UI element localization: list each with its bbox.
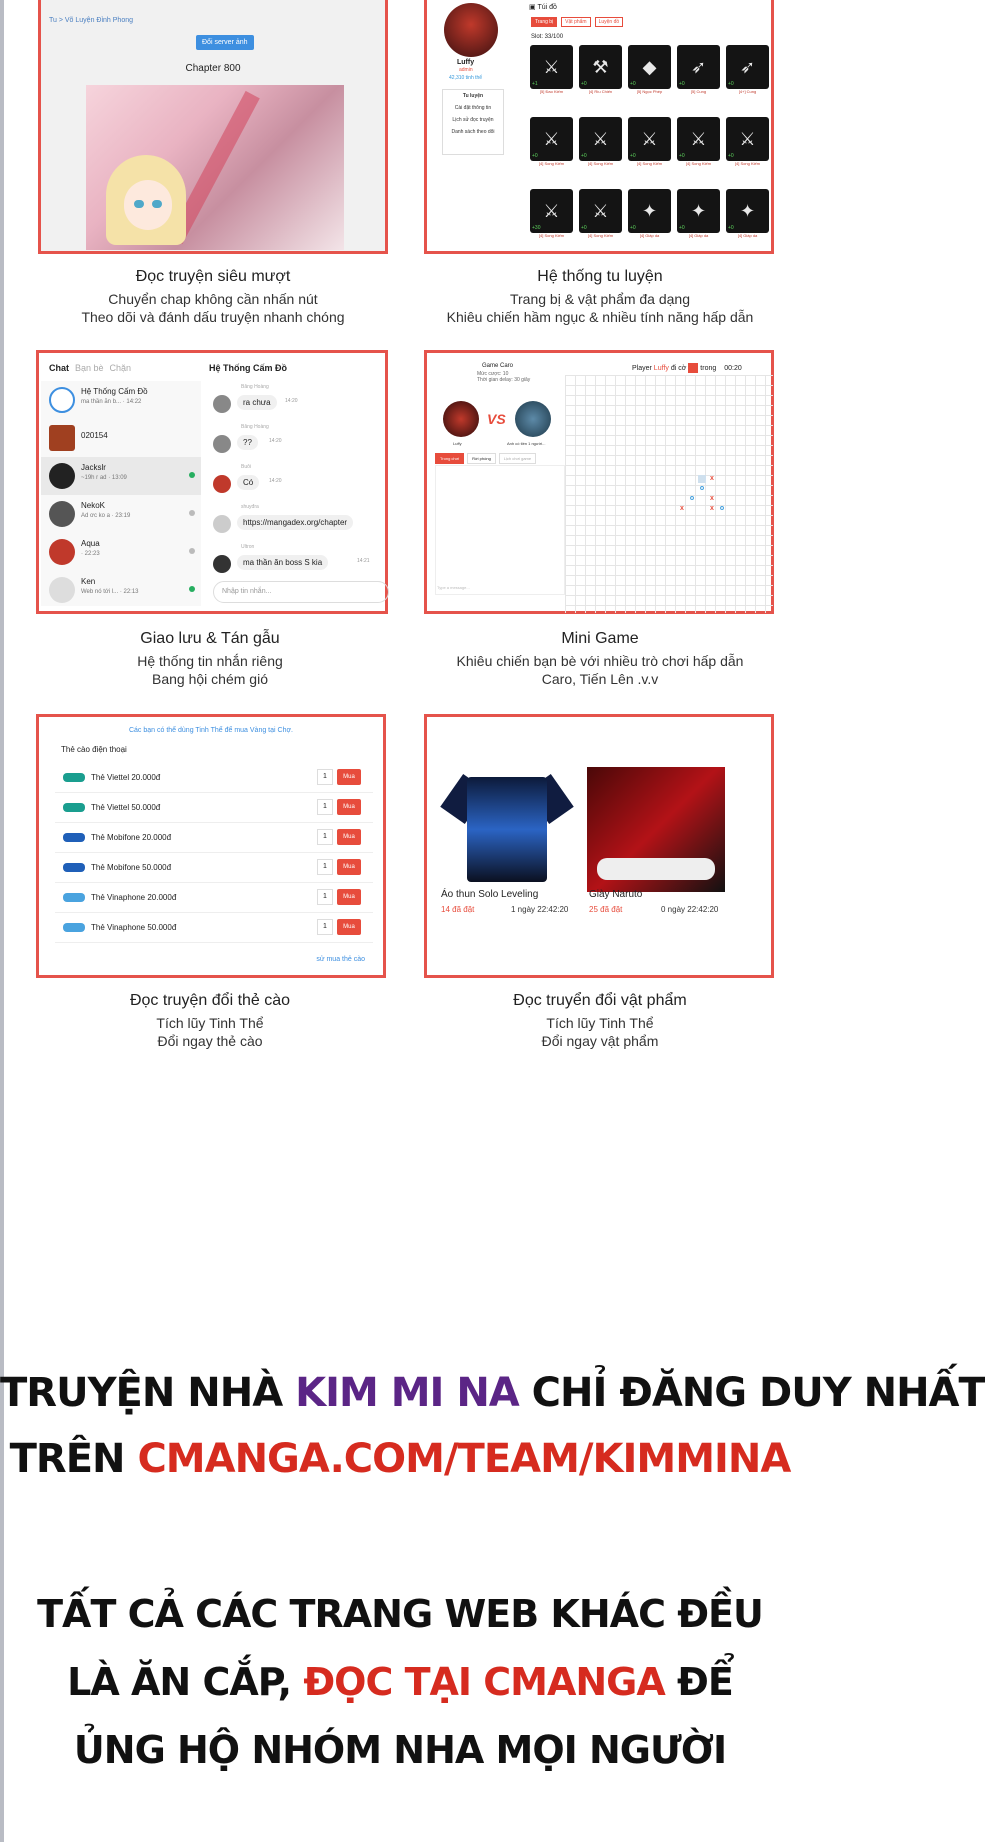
- banner-text: CHỈ ĐĂNG DUY NHẤT: [518, 1370, 985, 1416]
- item-glyph: ⚔: [739, 128, 756, 149]
- tab-equipment[interactable]: Trang bị: [531, 17, 557, 27]
- thread-preview: ma thần ăn b... · 14:22: [81, 399, 142, 405]
- item-name: [5] Đao Kiếm: [539, 89, 564, 94]
- avatar: [213, 555, 231, 573]
- card-name: Thẻ Vinaphone 50.000đ: [91, 923, 177, 932]
- minigame-preview-card: [424, 350, 774, 614]
- message-link[interactable]: https://mangadex.org/chapter: [237, 515, 353, 530]
- crystal-count: 42,310 tinh thể: [449, 75, 483, 81]
- message-sender: Buôi: [241, 464, 252, 470]
- card-row: [55, 913, 373, 943]
- player2-avatar: [515, 401, 551, 437]
- feature-title: Đọc truyển đổi vật phẩm: [513, 992, 687, 1009]
- quantity-field[interactable]: 1: [317, 829, 333, 845]
- item-glyph: ⚔: [543, 200, 560, 221]
- buy-button[interactable]: Mua: [337, 919, 361, 935]
- offline-dot: [189, 510, 195, 516]
- tab-items[interactable]: Vật phẩm: [561, 17, 590, 27]
- avatar: [213, 435, 231, 453]
- banner-line: [0, 1370, 985, 1416]
- feature-line: Khiêu chiến bạn bè với nhiều trò chơi hấp dẫn: [456, 653, 744, 669]
- thread-list: [41, 381, 201, 606]
- item-name: [5] Cung: [690, 89, 707, 94]
- feature-title: Giao lưu & Tán gẫu: [140, 630, 280, 647]
- manga-page-image: [86, 85, 344, 250]
- item-name: [4] Giáp da: [737, 233, 758, 238]
- countdown: 1 ngày 22:42:20: [511, 905, 569, 914]
- message-input[interactable]: Nhập tin nhắn...: [213, 581, 389, 603]
- feature-title: Đọc truyện đổi thẻ cào: [129, 992, 291, 1009]
- item-name: [4+] Cung: [738, 89, 757, 94]
- item-glyph: ➶: [690, 56, 707, 77]
- card-shop-preview-card: [36, 714, 386, 978]
- buy-button[interactable]: Mua: [337, 829, 361, 845]
- message-list: [207, 381, 387, 581]
- avatar: [213, 515, 231, 533]
- item-glyph: ⚔: [543, 56, 560, 77]
- thread-name: Jackslr: [81, 463, 106, 472]
- menu-item-follows[interactable]: Danh sách theo dõi: [451, 129, 495, 135]
- item-icon: [530, 189, 573, 233]
- change-server-button[interactable]: Đổi server ảnh: [196, 35, 254, 50]
- item-icon: [530, 117, 573, 161]
- mobifone-logo: [63, 833, 85, 842]
- feature-caption: [20, 630, 400, 688]
- viettel-logo: [63, 773, 85, 782]
- item-slot[interactable]: [677, 189, 720, 257]
- item-glyph: ⚒: [592, 56, 609, 77]
- feature-line: Khiêu chiến hầm ngục & nhiều tính năng hấp dẫn: [446, 309, 754, 325]
- menu-item-settings[interactable]: Cài đặt thông tin: [454, 105, 492, 111]
- shop-notice: Các bạn có thể dùng Tinh Thể để mua Vàng tại Chợ.: [128, 727, 293, 734]
- online-dot: [189, 586, 195, 592]
- message: [207, 501, 387, 541]
- buy-button[interactable]: Mua: [337, 799, 361, 815]
- chapter-title: Chapter 800: [185, 63, 241, 74]
- item-name: [5] Ngọc Phép: [636, 89, 663, 94]
- item-name: [4] Rìu Chiến: [588, 89, 613, 94]
- item-grid: [530, 45, 769, 257]
- item-icon: [628, 117, 671, 161]
- avatar: [49, 425, 75, 451]
- message: [207, 421, 387, 461]
- item-name: [4] Giáp da: [639, 233, 660, 238]
- thread-preview: Ad ơc ko a · 23:19: [81, 513, 131, 519]
- feature-caption: [20, 992, 400, 1050]
- item-level: +1: [532, 81, 538, 87]
- message-time: 14:20: [269, 478, 282, 484]
- product-name[interactable]: Áo thun Solo Leveling: [441, 889, 539, 900]
- feature-title: Hệ thống tu luyện: [537, 268, 663, 285]
- feature-line: Bang hội chém gió: [152, 671, 268, 687]
- item-level: +0: [630, 81, 636, 87]
- message-time: 14:21: [357, 558, 370, 564]
- thread-preview: Web nó tới l... · 22:13: [81, 589, 139, 595]
- o-mark: o: [689, 495, 695, 502]
- thread-name: Aqua: [81, 539, 100, 548]
- item-icon: [726, 189, 769, 233]
- item-level: +0: [581, 153, 587, 159]
- avatar[interactable]: [444, 3, 498, 57]
- item-icon: [628, 45, 671, 89]
- thread-row[interactable]: [41, 495, 201, 533]
- feature-caption: [410, 630, 790, 688]
- item-glyph: ⚔: [641, 128, 658, 149]
- feature-line: Caro, Tiến Lên .v.v: [541, 671, 659, 687]
- countdown: 0 ngày 22:42:20: [661, 905, 719, 914]
- section-label: Thẻ cào điện thoại: [61, 745, 127, 754]
- feature-title: Mini Game: [561, 630, 639, 647]
- viettel-logo: [63, 803, 85, 812]
- thread-row[interactable]: [41, 457, 201, 495]
- feature-line: Trang bị & vật phẩm đa dạng: [509, 291, 691, 307]
- purchase-history-link[interactable]: sử mua thẻ cào: [316, 956, 365, 963]
- chat-tabs: [49, 363, 131, 373]
- quantity-field[interactable]: 1: [317, 769, 333, 785]
- banner-line: [0, 1436, 800, 1482]
- item-slot[interactable]: [628, 189, 671, 257]
- message-sender: Ultron: [241, 544, 255, 550]
- quantity-field[interactable]: 1: [317, 889, 333, 905]
- item-glyph: ➶: [739, 56, 756, 77]
- game-buttons: [435, 453, 536, 464]
- feature-line: Hệ thống tin nhắn riêng: [137, 653, 283, 669]
- thread-name: Hệ Thống Cấm Đồ: [81, 387, 148, 396]
- profile-menu: [442, 89, 504, 155]
- item-level: +0: [679, 225, 685, 231]
- item-name: [4] Song Kiếm: [734, 161, 761, 166]
- turn-timer: 00:20: [724, 364, 742, 372]
- caro-board[interactable]: [565, 375, 773, 613]
- turn-label: đi cờ: [670, 364, 687, 372]
- message-time: 14:20: [269, 438, 282, 444]
- feature-line: Đổi ngay thẻ cào: [157, 1033, 263, 1049]
- item-icon: [579, 45, 622, 89]
- item-level: +0: [728, 81, 734, 87]
- item-level: +0: [679, 81, 685, 87]
- message-sender: Băng Hoàng: [241, 384, 269, 390]
- item-name: [4] Song Kiếm: [587, 161, 614, 166]
- item-name: [4] Song Kiếm: [685, 161, 712, 166]
- item-icon: [677, 117, 720, 161]
- avatar: [49, 463, 75, 489]
- item-name: [4] Song Kiếm: [538, 161, 565, 166]
- left-edge-bar: [0, 0, 4, 1842]
- buy-button[interactable]: Mua: [337, 859, 361, 875]
- item-slot[interactable]: [579, 117, 622, 185]
- message-bubble: ma thần ăn boss S kia: [237, 555, 328, 570]
- avatar: [49, 539, 75, 565]
- art-face: [124, 180, 172, 230]
- game-chat-box: [435, 465, 565, 595]
- shirt-body: [467, 777, 547, 882]
- cultivation-preview-card: [424, 0, 774, 254]
- banner-line: [0, 1592, 800, 1636]
- avatar: [49, 387, 75, 413]
- quantity-field[interactable]: 1: [317, 859, 333, 875]
- game-bet: [477, 371, 530, 383]
- feature-caption: [23, 268, 403, 326]
- role-label: admin: [459, 67, 473, 73]
- item-glyph: ⚔: [592, 200, 609, 221]
- card-row: [55, 883, 373, 913]
- breadcrumb[interactable]: Tu > Võ Luyện Đỉnh Phong: [49, 17, 133, 24]
- art-eye: [152, 200, 162, 208]
- message: [207, 541, 387, 581]
- game-history-button[interactable]: Lịch chơi game: [499, 453, 536, 464]
- tab-chat[interactable]: Chat: [49, 363, 69, 373]
- player-name: Luffy: [653, 364, 669, 372]
- item-glyph: ✦: [739, 200, 756, 221]
- item-slot[interactable]: [677, 117, 720, 185]
- turn-marker: [688, 363, 698, 373]
- art-eye: [134, 200, 144, 208]
- item-icon: [726, 117, 769, 161]
- thread-row[interactable]: [41, 381, 201, 419]
- thread-row[interactable]: [41, 533, 201, 571]
- card-row: [55, 823, 373, 853]
- banner-line: [0, 1660, 800, 1704]
- in-label: trong: [700, 364, 717, 372]
- game-title: Game Caro: [482, 363, 514, 369]
- quantity-field[interactable]: 1: [317, 919, 333, 935]
- item-glyph: ✦: [690, 200, 707, 221]
- card-name: Thẻ Viettel 20.000đ: [91, 773, 161, 782]
- team-name: KIM MI NA: [295, 1370, 519, 1416]
- avatar: [213, 395, 231, 413]
- tab-forge[interactable]: Luyện đồ: [595, 17, 624, 27]
- message-bubble: ??: [237, 435, 258, 450]
- chat-preview-card: [36, 350, 388, 614]
- item-glyph: ⚔: [592, 128, 609, 149]
- player-label: Player: [632, 364, 652, 372]
- card-name: Thẻ Mobifone 50.000đ: [91, 863, 172, 872]
- item-level: +0: [630, 225, 636, 231]
- site-url: CMANGA.COM/TEAM/KIMMINA: [137, 1436, 791, 1482]
- thread-name: NekoK: [81, 501, 106, 510]
- thread-preview: · 22:23: [81, 551, 100, 557]
- play-button[interactable]: Trong chơi: [435, 453, 464, 464]
- tab-friends[interactable]: Bạn bè: [75, 363, 104, 373]
- card-name: Thẻ Viettel 50.000đ: [91, 803, 161, 812]
- tshirt-product-image[interactable]: [447, 767, 567, 882]
- item-level: +30: [532, 225, 541, 231]
- thread-preview: ~19h r ad · 13:09: [81, 475, 127, 481]
- chat-room-title: Hệ Thống Cấm Đồ: [209, 363, 287, 373]
- item-slot[interactable]: [628, 117, 671, 185]
- item-slot[interactable]: [677, 45, 720, 113]
- game-delay-text: Thời gian delay: 30 giây: [477, 377, 531, 383]
- card-list: [55, 763, 373, 943]
- vinaphone-logo: [63, 893, 85, 902]
- player2-name: Anh có tiền 1 người...: [507, 441, 546, 446]
- o-mark: o: [719, 505, 725, 512]
- product-name[interactable]: Giày Naruto: [589, 889, 643, 900]
- item-level: +0: [581, 81, 587, 87]
- feature-title: Đọc truyện siêu mượt: [135, 268, 291, 285]
- item-slot[interactable]: [579, 45, 622, 113]
- reader-preview-card: [38, 0, 388, 254]
- avatar: [213, 475, 231, 493]
- item-name: [4] Giáp da: [688, 233, 709, 238]
- mobifone-logo: [63, 863, 85, 872]
- item-slot[interactable]: [530, 189, 573, 257]
- feature-line: Tích lũy Tinh Thể: [546, 1015, 654, 1031]
- banner-text: ỦNG HỘ NHÓM NHA MỌI NGƯỜI: [73, 1728, 727, 1772]
- tab-block[interactable]: Chặn: [109, 363, 132, 373]
- player1-avatar: [443, 401, 479, 437]
- card-name: Thẻ Vinaphone 20.000đ: [91, 893, 177, 902]
- menu-item-history[interactable]: Lịch sử đọc truyện: [452, 117, 494, 123]
- card-name: Thẻ Mobifone 20.000đ: [91, 833, 172, 842]
- turn-indicator: [632, 363, 742, 373]
- banner-highlight: ĐỌC TẠI CMANGA: [303, 1660, 665, 1704]
- item-slot[interactable]: [579, 189, 622, 257]
- item-glyph: ⚔: [690, 128, 707, 149]
- banner-text: TẤT CẢ CÁC TRANG WEB KHÁC ĐỀU: [37, 1592, 763, 1636]
- game-chat-input[interactable]: Type a message...: [437, 585, 470, 590]
- thread-row[interactable]: [41, 419, 201, 457]
- slot-count: Slot: 33/100: [531, 34, 564, 40]
- item-shop-preview-card: [424, 714, 774, 978]
- x-mark: x: [710, 495, 714, 502]
- item-icon: [530, 45, 573, 89]
- buy-button[interactable]: Mua: [337, 889, 361, 905]
- item-name: [4] Song Kiếm: [636, 161, 663, 166]
- thread-name: 020154: [81, 431, 108, 440]
- item-glyph: ⚔: [543, 128, 560, 149]
- x-mark: x: [680, 505, 684, 512]
- bag-title: ▣ Túi đồ: [529, 4, 557, 11]
- item-icon: [726, 45, 769, 89]
- offline-dot: [189, 548, 195, 554]
- feature-caption: [410, 268, 790, 326]
- order-count: 14 đã đặt: [441, 905, 475, 914]
- feature-line: Chuyển chap không cần nhấn nút: [108, 291, 318, 307]
- vs-label: VS: [487, 411, 506, 427]
- card-row: [55, 763, 373, 793]
- leave-room-button[interactable]: Rời phòng: [467, 453, 496, 464]
- item-slot[interactable]: [726, 189, 769, 257]
- bag-title-text: Túi đồ: [537, 4, 557, 11]
- o-mark: o: [699, 485, 705, 492]
- menu-item-cultivate[interactable]: Tu luyện: [462, 93, 484, 99]
- banner-text: TRUYỆN NHÀ: [0, 1370, 296, 1416]
- message-bubble: ra chưa: [237, 395, 277, 410]
- item-slot[interactable]: [726, 45, 769, 113]
- item-icon: [579, 117, 622, 161]
- shoe-sole: [597, 858, 715, 880]
- thread-row[interactable]: [41, 571, 201, 609]
- order-count: 25 đã đặt: [589, 905, 623, 914]
- feature-line: Theo dõi và đánh dấu truyện nhanh chóng: [81, 309, 345, 325]
- item-glyph: ✦: [641, 200, 658, 221]
- card-row: [55, 853, 373, 883]
- quantity-field[interactable]: 1: [317, 799, 333, 815]
- banner-text: ĐỂ: [664, 1660, 733, 1704]
- banner-text: TRÊN: [9, 1436, 138, 1482]
- item-level: +0: [728, 225, 734, 231]
- avatar: [49, 501, 75, 527]
- vinaphone-logo: [63, 923, 85, 932]
- shoe-product-image[interactable]: [587, 767, 725, 892]
- item-icon: [677, 45, 720, 89]
- card-row: [55, 793, 373, 823]
- game-bet-text: Mức cược: 10: [477, 371, 509, 377]
- item-icon: [579, 189, 622, 233]
- feature-caption: [410, 992, 790, 1050]
- username: Luffy: [457, 59, 475, 66]
- item-icon: [628, 189, 671, 233]
- message: [207, 381, 387, 421]
- feature-line: Đổi ngay vật phẩm: [541, 1033, 659, 1049]
- player1-name: Luffy: [453, 441, 462, 446]
- item-level: +0: [679, 153, 685, 159]
- message-sender: shuyđra: [241, 504, 259, 510]
- banner-line: [0, 1728, 800, 1772]
- item-level: +0: [630, 153, 636, 159]
- feature-line: Tích lũy Tinh Thể: [156, 1015, 264, 1031]
- item-level: +0: [581, 225, 587, 231]
- item-glyph: ◆: [642, 56, 657, 77]
- online-dot: [189, 472, 195, 478]
- item-level: +0: [532, 153, 538, 159]
- message-time: 14:20: [285, 398, 298, 404]
- item-slot[interactable]: [628, 45, 671, 113]
- x-mark: x: [710, 505, 714, 512]
- item-slot[interactable]: [530, 117, 573, 185]
- bag-tabs: [531, 17, 623, 27]
- item-level: +0: [728, 153, 734, 159]
- thread-name: Ken: [81, 577, 96, 586]
- item-name: [4] Song Kiếm: [538, 233, 565, 238]
- buy-button[interactable]: Mua: [337, 769, 361, 785]
- item-icon: [677, 189, 720, 233]
- banner-text: LÀ ĂN CẮP,: [67, 1660, 304, 1704]
- item-name: [4] Song Kiếm: [587, 233, 614, 238]
- message: [207, 461, 387, 501]
- x-mark: x: [710, 475, 714, 482]
- item-slot[interactable]: [726, 117, 769, 185]
- message-sender: Băng Hoàng: [241, 424, 269, 430]
- message-bubble: Có: [237, 475, 259, 490]
- avatar: [49, 577, 75, 603]
- item-slot[interactable]: [530, 45, 573, 113]
- last-move-cell: [698, 475, 706, 483]
